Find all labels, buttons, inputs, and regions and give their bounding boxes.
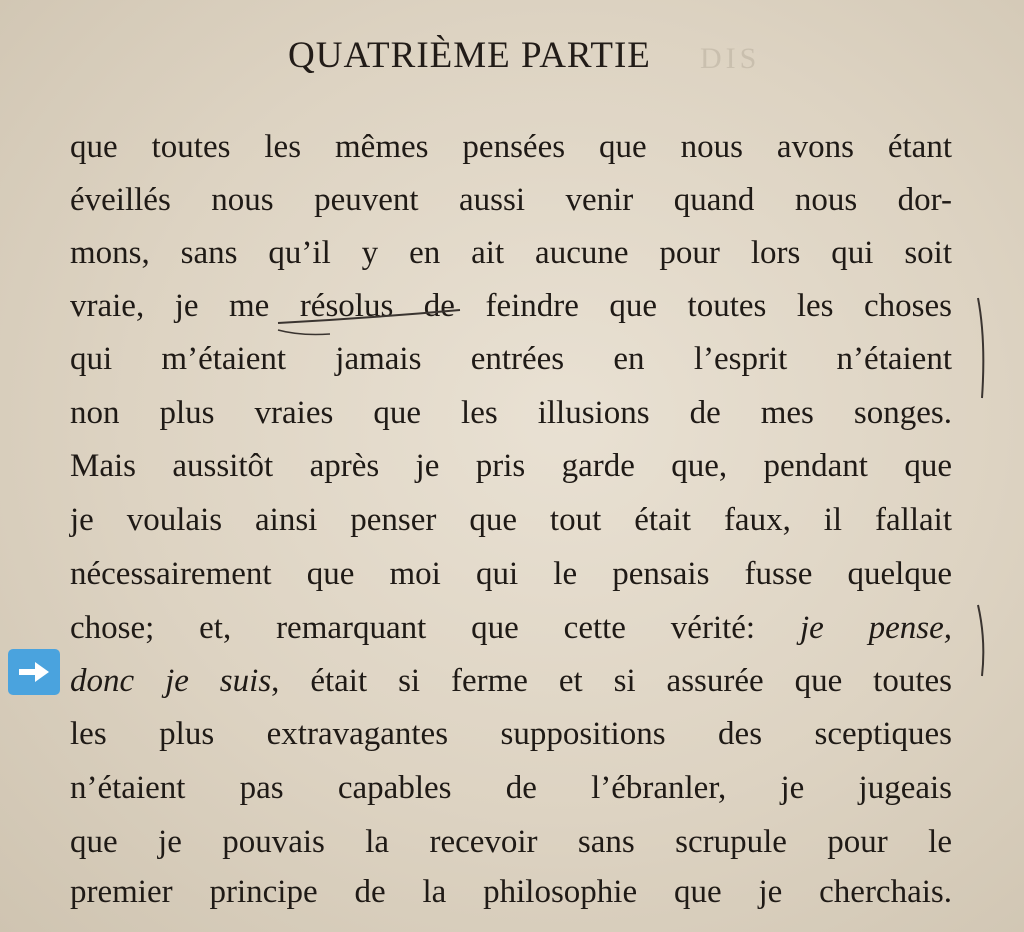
text-roman: , était si ferme et si assurée que toutes <box>271 663 952 699</box>
arrow-right-button[interactable] <box>8 649 60 695</box>
text-line: nécessairement que moi qui le pensais fusse quelque <box>70 556 952 592</box>
text-line: qui m’étaient jamais entrées en l’esprit n’étaient <box>70 341 952 377</box>
text-italic-donc-je-suis: donc je suis <box>70 663 272 699</box>
arrow-right-icon <box>17 660 51 684</box>
text-line: éveillés nous peuvent aussi venir quand nous dor- <box>70 182 952 218</box>
text-line: vraie, je me résolus de feindre que toutes les choses <box>70 288 952 324</box>
text-roman: chose; et, remarquant que cette vérité: <box>70 610 800 646</box>
text-line: que je pouvais la recevoir sans scrupule pour le <box>70 824 952 860</box>
text-line: que toutes les mêmes pensées que nous avons étant <box>70 129 952 165</box>
text-line: les plus extravagantes suppositions des sceptiques <box>70 716 952 752</box>
text-line: non plus vraies que les illusions de mes songes. <box>70 395 952 431</box>
text-line-cogito-2 <box>70 661 952 701</box>
text-line: mons, sans qu’il y en ait aucune pour lors qui soit <box>70 235 952 271</box>
page-title: QUATRIÈME PARTIE <box>288 35 651 76</box>
text-line: je voulais ainsi penser que tout était faux, il fallait <box>70 502 952 538</box>
underline-mark <box>278 330 330 335</box>
bleed-through-text: DIS <box>700 42 761 75</box>
text-italic-je-pense: je pense, <box>799 610 953 646</box>
text-line-cogito-1 <box>70 608 952 648</box>
text-line: n’étaient pas capables de l’ébranler, je jugeais <box>70 770 952 806</box>
margin-line-mark <box>978 605 983 676</box>
text-line: premier principe de la philosophie que je cherchais. <box>70 874 952 910</box>
text-line: Mais aussitôt après je pris garde que, pendant que <box>70 448 952 484</box>
margin-line-mark <box>978 298 983 398</box>
